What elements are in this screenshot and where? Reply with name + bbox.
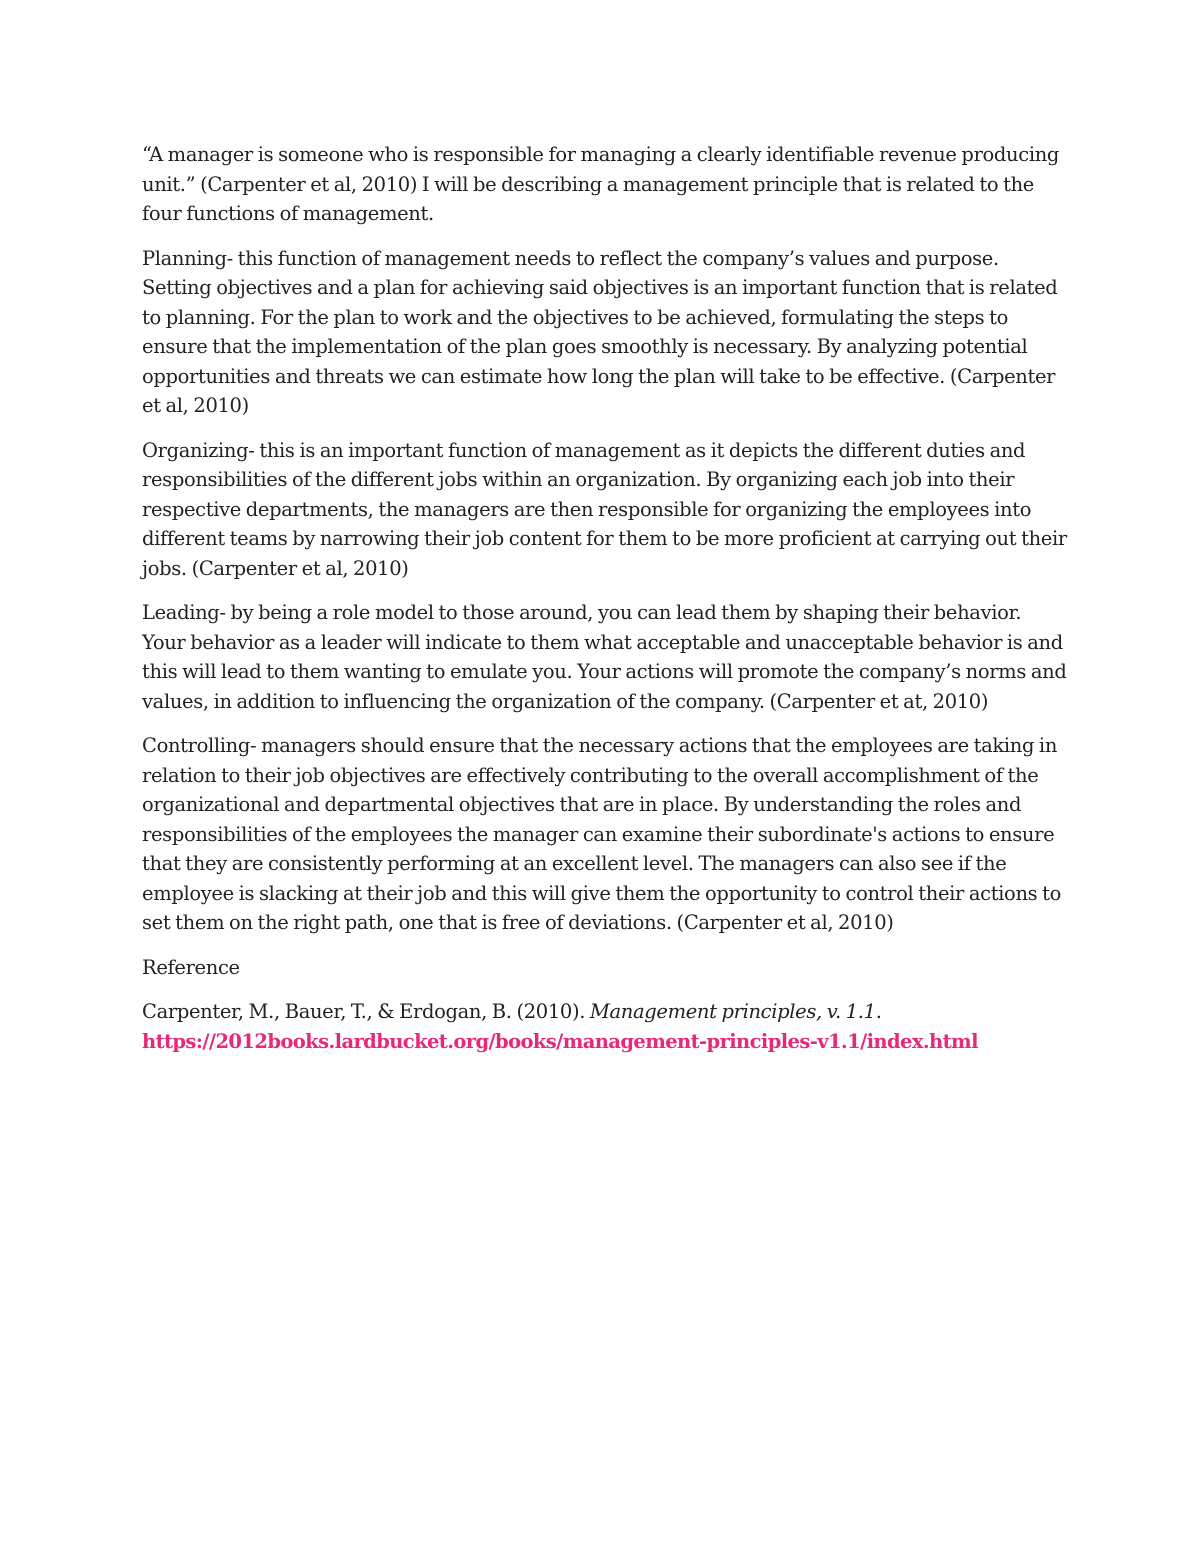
- reference-url-link[interactable]: https://2012books.lardbucket.org/books/management-principles-v1.1/index.html: [142, 1029, 978, 1053]
- reference-citation: [142, 997, 1067, 1027]
- organizing-paragraph: Organizing- this is an important function of management as it depicts the different duties and responsibilities of the different jobs within an organization. By organizing each job into their respective departments, the managers are then responsible for organizing the employees into different teams by narrowing their job content for them to be more proficient at carrying out their jobs. (Carpenter et al, 2010): [142, 438, 1067, 580]
- reference-title: Management principles, v. 1.1: [589, 1000, 876, 1023]
- leading-paragraph: Leading- by being a role model to those around, you can lead them by shaping their behavior. Your behavior as a leader will indicate to them what acceptable and unacceptable behavior is and this will lead to them wanting to emulate you. Your actions will promote the company’s norms and values, in addition to influencing the organization of the company. (Carpenter et at, 2010): [142, 601, 1067, 713]
- controlling-paragraph: Controlling- managers should ensure that the necessary actions that the employees are taking in relation to their job objectives are effectively contributing to the overall accomplishment of the organizational and departmental objectives that are in place. By understanding the roles and responsibilities of the employees the manager can examine their subordinate's actions to ensure that they are consistently performing at an excellent level. The managers can also see if the employee is slacking at their job and this will give them the opportunity to control their actions to set them on the right path, one that is free of deviations. (Carpenter et al, 2010): [142, 734, 1062, 934]
- document-body: [142, 140, 1067, 1071]
- reference-entry: [142, 997, 1067, 1056]
- intro-paragraph: “A manager is someone who is responsible for managing a clearly identifiable revenue producing unit.” (Carpenter et al, 2010) I will be describing a management principle that is related to the four functions of management.: [142, 143, 1060, 225]
- reference-heading: Reference: [142, 955, 240, 979]
- reference-authors-year: Carpenter, M., Bauer, T., & Erdogan, B. (2010).: [142, 1000, 590, 1023]
- reference-title-suffix: .: [875, 1000, 882, 1023]
- planning-paragraph: Planning- this function of management needs to reflect the company’s values and purpose. Setting objectives and a plan for achieving said objectives is an important function that is related to planning. For the plan to work and the objectives to be achieved, formulating the steps to ensure that the implementation of the plan goes smoothly is necessary. By analyzing potential opportunities and threats we can estimate how long the plan will take to be effective. (Carpenter et al, 2010): [142, 246, 1058, 417]
